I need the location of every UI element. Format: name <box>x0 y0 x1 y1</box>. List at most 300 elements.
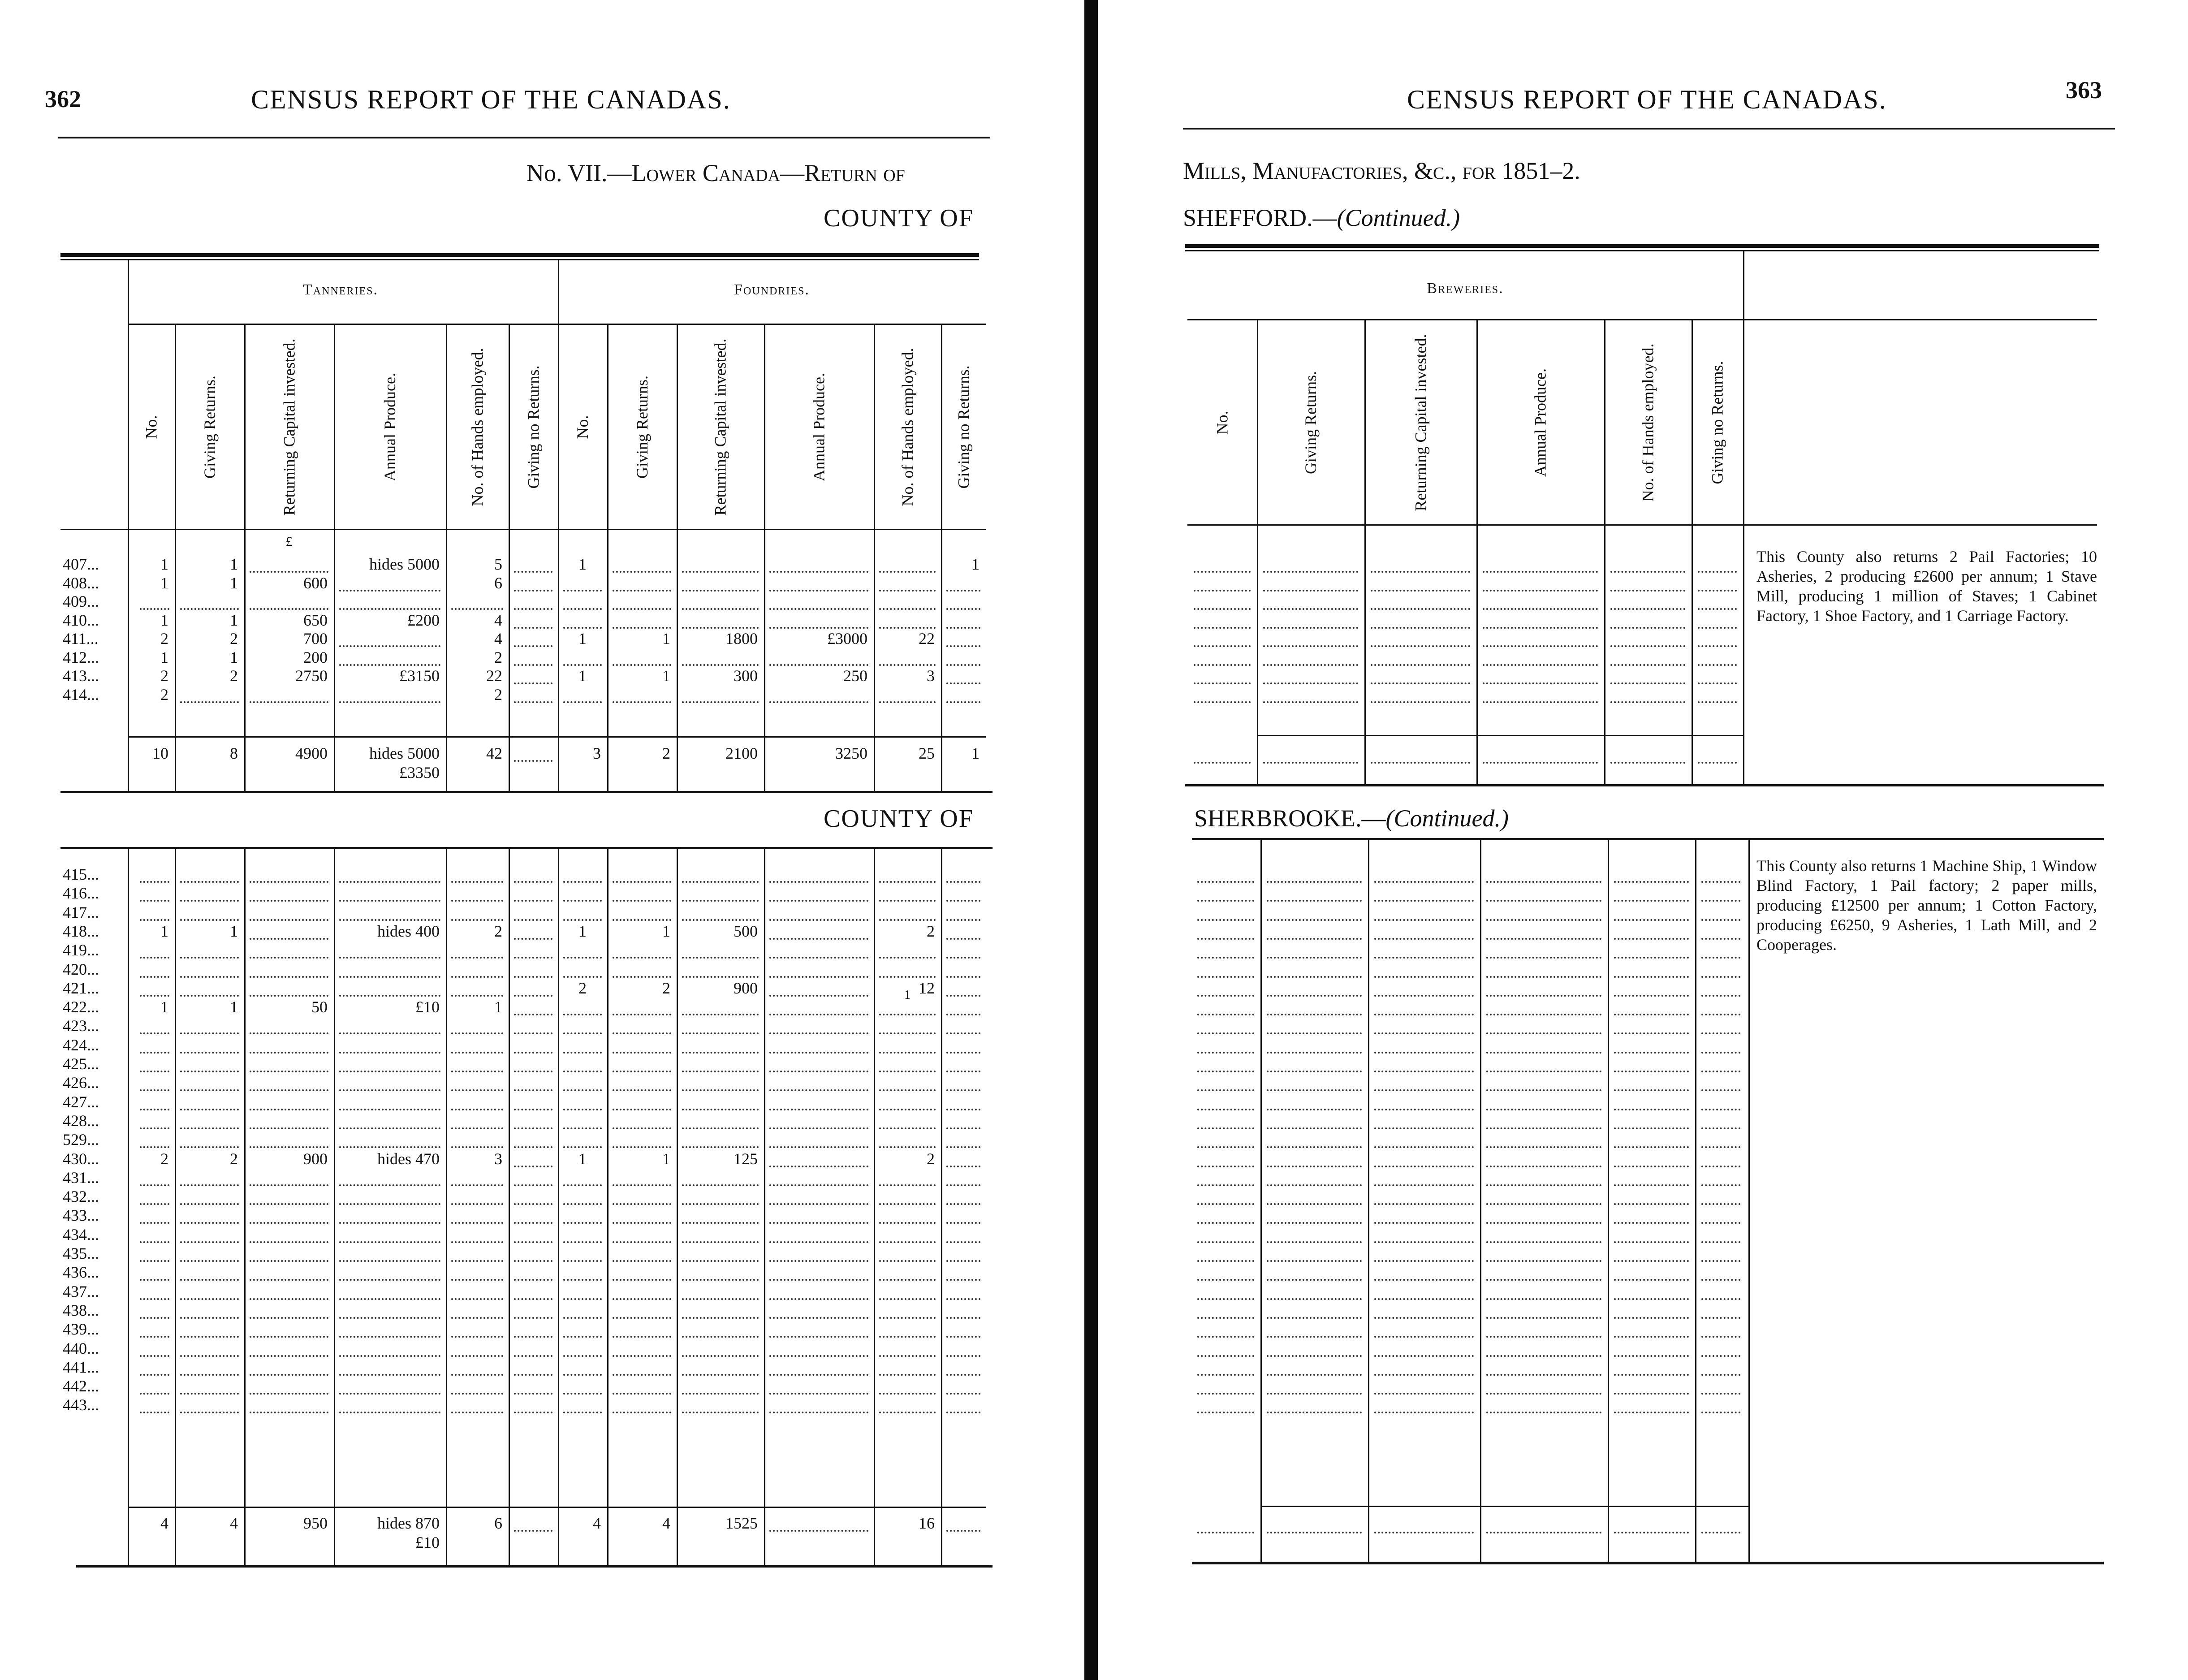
leader-dots <box>180 976 239 978</box>
leader-dots <box>563 1146 602 1148</box>
data-cell: 1800 <box>725 630 758 648</box>
leader-dots <box>563 1374 602 1376</box>
group-header-breweries: Breweries. <box>1427 280 1504 297</box>
leader-dots <box>1267 1127 1362 1129</box>
leader-dots <box>339 1052 440 1054</box>
leader-dots <box>1698 762 1737 764</box>
leader-dots <box>1267 1109 1362 1110</box>
leader-dots <box>1197 1146 1254 1148</box>
leader-dots <box>769 957 868 959</box>
leader-dots <box>180 1146 239 1148</box>
leader-dots <box>1197 1355 1254 1357</box>
leader-dots <box>769 1109 868 1110</box>
leader-dots <box>1486 1014 1601 1015</box>
data-cell: 1 <box>160 555 168 573</box>
leader-dots <box>1701 1355 1740 1357</box>
leader-dots <box>879 1260 936 1262</box>
leader-dots <box>1263 762 1358 764</box>
leader-dots <box>339 1393 440 1395</box>
data-cell: 2 <box>927 922 935 940</box>
leader-dots <box>879 571 936 573</box>
leader-dots <box>1701 995 1740 997</box>
column-rule <box>607 849 608 1566</box>
column-header-label: Annual Produce. <box>381 372 399 481</box>
leader-dots <box>180 919 239 921</box>
leader-dots <box>1486 1279 1601 1281</box>
data-cell: 3 <box>494 1149 502 1168</box>
leader-dots <box>250 976 328 978</box>
leader-dots <box>514 1260 552 1262</box>
leader-dots <box>1267 1203 1362 1205</box>
leader-dots <box>1701 1127 1740 1129</box>
leader-dots <box>769 1014 868 1015</box>
leader-dots <box>180 1355 239 1357</box>
leader-dots <box>250 957 328 959</box>
leader-dots <box>879 1089 936 1091</box>
leader-dots <box>946 1071 980 1072</box>
leader-dots <box>180 1109 239 1110</box>
note-column-rule <box>1748 840 1750 1562</box>
leader-dots <box>250 1260 328 1262</box>
leader-dots <box>682 1374 759 1376</box>
leader-dots <box>563 1412 602 1413</box>
leader-dots <box>1486 1412 1601 1413</box>
leader-dots <box>339 957 440 959</box>
column-rule <box>874 325 875 791</box>
leader-dots <box>1701 1412 1740 1413</box>
leader-dots <box>1486 1532 1601 1533</box>
column-rule <box>1695 840 1696 1562</box>
leader-dots <box>140 995 169 997</box>
leader-dots <box>1701 938 1740 940</box>
header-rule-right <box>1183 128 2115 130</box>
row-number: 410... <box>63 611 99 629</box>
row-number: 529... <box>63 1131 99 1149</box>
data-cell: 1 <box>230 611 238 629</box>
leader-dots <box>1267 957 1362 959</box>
leader-dots <box>1194 701 1251 703</box>
data-cell: 900 <box>303 1149 328 1168</box>
leader-dots <box>451 1222 503 1224</box>
data-cell: 2 <box>160 630 168 648</box>
leader-dots <box>1483 701 1598 703</box>
leader-dots <box>1267 1146 1362 1148</box>
leader-dots <box>1701 1279 1740 1281</box>
leader-dots <box>682 590 759 592</box>
leader-dots <box>180 1222 239 1224</box>
leader-dots <box>682 608 759 610</box>
leader-dots <box>946 645 980 647</box>
leader-dots <box>1610 590 1685 592</box>
leader-dots <box>769 1336 868 1338</box>
leader-dots <box>946 900 980 902</box>
county-shefford <box>1183 204 1460 232</box>
leader-dots <box>879 627 936 629</box>
leader-dots <box>1267 938 1362 940</box>
data-cell: 500 <box>734 922 758 940</box>
leader-dots <box>1614 1355 1689 1357</box>
total-cell: 950 <box>303 1514 328 1532</box>
leader-dots <box>451 919 503 921</box>
leader-dots <box>1486 1032 1601 1034</box>
leader-dots <box>1698 627 1737 629</box>
leader-dots <box>250 1146 328 1148</box>
column-rule <box>175 849 176 1566</box>
leader-dots <box>451 1260 503 1262</box>
leader-dots <box>879 881 936 883</box>
leader-dots <box>682 627 759 629</box>
leader-dots <box>1610 682 1685 684</box>
leader-dots <box>1614 1166 1689 1167</box>
leader-dots <box>1267 1374 1362 1376</box>
leader-dots <box>140 1279 169 1281</box>
data-cell: 1 <box>662 667 670 685</box>
leader-dots <box>180 1127 239 1129</box>
leader-dots <box>563 900 602 902</box>
leader-dots <box>1374 1355 1474 1357</box>
row-number: 432... <box>63 1188 99 1206</box>
leader-dots <box>879 900 936 902</box>
leader-dots <box>1263 571 1358 573</box>
leader-dots <box>613 1222 671 1224</box>
leader-dots <box>140 1203 169 1205</box>
leader-dots <box>682 571 759 573</box>
group-header-tanneries: Tanneries. <box>303 281 378 298</box>
leader-dots <box>514 1166 552 1167</box>
leader-dots <box>879 608 936 610</box>
leader-dots <box>879 1203 936 1205</box>
row-number: 417... <box>63 903 99 921</box>
total-cell: 6 <box>494 1514 502 1532</box>
leader-dots <box>1197 1336 1254 1338</box>
leader-dots <box>250 1127 328 1129</box>
data-cell: 12 <box>919 979 935 997</box>
section2-bottom-rule-right <box>1192 1562 2104 1564</box>
leader-dots <box>563 1089 602 1091</box>
leader-dots <box>946 1109 980 1110</box>
leader-dots <box>613 1071 671 1072</box>
leader-dots <box>1374 1241 1474 1243</box>
leader-dots <box>1371 645 1470 647</box>
leader-dots <box>1698 664 1737 666</box>
leader-dots <box>1374 1184 1474 1186</box>
total-rule-top <box>128 736 986 738</box>
leader-dots <box>1267 919 1362 921</box>
row-number: 440... <box>63 1339 99 1357</box>
row-number: 428... <box>63 1111 99 1130</box>
row-number: 411... <box>63 630 99 648</box>
leader-dots <box>180 1374 239 1376</box>
leader-dots <box>339 1032 440 1034</box>
leader-dots <box>946 1279 980 1281</box>
data-cell: 5 <box>494 555 502 573</box>
leader-dots <box>1374 900 1474 902</box>
leader-dots <box>613 571 671 573</box>
total-produce-line2: £3350 <box>399 764 440 782</box>
leader-dots <box>514 1127 552 1129</box>
leader-dots <box>1197 957 1254 959</box>
row-number: 438... <box>63 1301 99 1319</box>
row-number: 424... <box>63 1036 99 1054</box>
leader-dots <box>514 608 552 610</box>
leader-dots <box>769 1052 868 1054</box>
leader-dots <box>613 627 671 629</box>
column-rule <box>509 325 510 791</box>
row-number: 436... <box>63 1263 99 1282</box>
leader-dots <box>1374 1089 1474 1091</box>
leader-dots <box>1701 1184 1740 1186</box>
data-cell: 2 <box>230 1149 238 1168</box>
leader-dots <box>1614 1298 1689 1300</box>
leader-dots <box>1197 881 1254 883</box>
leader-dots <box>613 1298 671 1300</box>
leader-dots <box>1263 627 1358 629</box>
leader-dots <box>451 1393 503 1395</box>
leader-dots <box>339 1203 440 1205</box>
column-rule <box>558 260 559 791</box>
leader-dots <box>1197 919 1254 921</box>
leader-dots <box>769 995 868 997</box>
table-subtitle-right: Mills, Manufactories, &c., for 1851–2. <box>1183 157 1580 184</box>
leader-dots <box>1614 1184 1689 1186</box>
leader-dots <box>339 1071 440 1072</box>
leader-dots <box>180 608 239 610</box>
leader-dots <box>1197 1184 1254 1186</box>
data-cell: 1 <box>160 648 168 666</box>
leader-dots <box>514 1374 552 1376</box>
leader-dots <box>451 1336 503 1338</box>
section1-bottom-rule <box>60 791 993 793</box>
data-cell: 2 <box>494 648 502 666</box>
column-rule <box>764 325 765 791</box>
leader-dots <box>879 919 936 921</box>
leader-dots <box>1374 1166 1474 1167</box>
leader-dots <box>140 900 169 902</box>
leader-dots <box>613 881 671 883</box>
leader-dots <box>1197 938 1254 940</box>
table-top-rule-thin-right <box>1185 250 2099 251</box>
leader-dots <box>682 1071 759 1072</box>
total-cell: 3 <box>593 744 601 762</box>
leader-dots <box>613 1184 671 1186</box>
leader-dots <box>1610 645 1685 647</box>
leader-dots <box>946 1412 980 1413</box>
column-rule <box>446 849 447 1566</box>
leader-dots <box>1486 1260 1601 1262</box>
leader-dots <box>1610 608 1685 610</box>
leader-dots <box>682 1298 759 1300</box>
leader-dots <box>1614 976 1689 978</box>
leader-dots <box>514 976 552 978</box>
leader-dots <box>1194 762 1251 764</box>
column-rule <box>1257 320 1258 784</box>
leader-dots <box>1614 1052 1689 1054</box>
leader-dots <box>1486 1166 1601 1167</box>
leader-dots <box>1374 957 1474 959</box>
leader-dots <box>250 1336 328 1338</box>
leader-dots <box>946 1298 980 1300</box>
leader-dots <box>140 1222 169 1224</box>
leader-dots <box>946 1317 980 1319</box>
leader-dots <box>180 1203 239 1205</box>
leader-dots <box>451 1298 503 1300</box>
leader-dots <box>946 1530 980 1532</box>
leader-dots <box>946 701 980 703</box>
column-header <box>1604 320 1692 524</box>
leader-dots <box>769 1530 868 1532</box>
leader-dots <box>1267 900 1362 902</box>
row-number: 408... <box>63 574 99 592</box>
leader-dots <box>514 1089 552 1091</box>
leader-dots <box>451 1374 503 1376</box>
leader-dots <box>1614 1032 1689 1034</box>
leader-dots <box>1698 590 1737 592</box>
leader-dots <box>613 1032 671 1034</box>
leader-dots <box>140 957 169 959</box>
leader-dots <box>514 995 552 997</box>
leader-dots <box>1486 1393 1601 1395</box>
column-header <box>558 325 607 529</box>
leader-dots <box>1267 1279 1362 1281</box>
leader-dots <box>769 627 868 629</box>
section2-bottom-rule <box>76 1565 993 1568</box>
total-produce-line2-2: £10 <box>415 1533 440 1551</box>
leader-dots <box>563 1127 602 1129</box>
leader-dots <box>1371 701 1470 703</box>
leader-dots <box>1374 1146 1474 1148</box>
leader-dots <box>769 1146 868 1148</box>
leader-dots <box>563 1184 602 1186</box>
total-cell: 1 <box>971 744 980 762</box>
leader-dots <box>1267 1298 1362 1300</box>
leader-dots <box>140 1071 169 1072</box>
leader-dots <box>514 1109 552 1110</box>
column-header <box>874 325 941 529</box>
row-number: 418... <box>63 922 99 940</box>
leader-dots <box>1267 976 1362 978</box>
running-head-right: CENSUS REPORT OF THE CANADAS. <box>1407 85 1887 114</box>
leader-dots <box>1197 1222 1254 1224</box>
leader-dots <box>682 919 759 921</box>
leader-dots <box>140 1336 169 1338</box>
leader-dots <box>250 1184 328 1186</box>
leader-dots <box>180 1412 239 1413</box>
column-header <box>244 325 334 529</box>
leader-dots <box>339 1374 440 1376</box>
leader-dots <box>563 1279 602 1281</box>
leader-dots <box>140 1393 169 1395</box>
leader-dots <box>1197 1374 1254 1376</box>
column-rule <box>677 325 678 791</box>
county-sherbrooke-name: SHERBROOKE.— <box>1194 805 1386 832</box>
leader-dots <box>1486 1052 1601 1054</box>
leader-dots <box>1197 1279 1254 1281</box>
subtitle-prefix: No. VII.— <box>527 160 632 186</box>
leader-dots <box>339 1089 440 1091</box>
leader-dots <box>1614 1014 1689 1015</box>
data-cell: 1 <box>971 555 980 573</box>
leader-dots <box>1701 1052 1740 1054</box>
leader-dots <box>1614 1374 1689 1376</box>
leader-dots <box>180 1260 239 1262</box>
leader-dots <box>563 1298 602 1300</box>
leader-dots <box>1614 919 1689 921</box>
leader-dots <box>769 1412 868 1413</box>
leader-dots <box>563 664 602 666</box>
leader-dots <box>514 1355 552 1357</box>
leader-dots <box>563 1203 602 1205</box>
column-rule <box>1260 840 1262 1562</box>
column-header-label: No. <box>1213 410 1231 434</box>
leader-dots <box>769 1032 868 1034</box>
leader-dots <box>1194 645 1251 647</box>
data-cell: 1 <box>662 630 670 648</box>
leader-dots <box>613 1203 671 1205</box>
leader-dots <box>1486 1089 1601 1091</box>
leader-dots <box>140 1374 169 1376</box>
leader-dots <box>140 1298 169 1300</box>
leader-dots <box>769 1222 868 1224</box>
leader-dots <box>1267 1241 1362 1243</box>
leader-dots <box>1374 1222 1474 1224</box>
leader-dots <box>879 1127 936 1129</box>
leader-dots <box>946 1222 980 1224</box>
leader-dots <box>682 1014 759 1015</box>
leader-dots <box>451 1089 503 1091</box>
leader-dots <box>451 1184 503 1186</box>
data-cell: 1 <box>578 555 587 573</box>
data-cell: 22 <box>486 667 502 685</box>
column-header-label: Giving Returns. <box>1302 371 1320 474</box>
column-header-label: Returning Capital invested. <box>711 338 729 515</box>
leader-dots <box>879 1146 936 1148</box>
leader-dots <box>613 1279 671 1281</box>
leader-dots <box>1701 976 1740 978</box>
leader-dots <box>769 664 868 666</box>
data-cell: 2 <box>494 685 502 704</box>
county-sherbrooke <box>1194 804 1509 832</box>
data-cell: 1 <box>160 611 168 629</box>
hands-fraction-top: 1 <box>904 988 911 1002</box>
leader-dots <box>1486 1374 1601 1376</box>
leader-dots <box>1197 976 1254 978</box>
leader-dots <box>613 900 671 902</box>
leader-dots <box>1614 1127 1689 1129</box>
column-rule <box>941 849 942 1566</box>
data-cell: 2 <box>230 630 238 648</box>
leader-dots <box>1374 1279 1474 1281</box>
section1-bottom-rule-right <box>1185 784 2104 786</box>
row-number: 413... <box>63 667 99 685</box>
leader-dots <box>514 1222 552 1224</box>
leader-dots <box>946 976 980 978</box>
leader-dots <box>1374 1260 1474 1262</box>
leader-dots <box>180 1032 239 1034</box>
page-number-right: 363 <box>2066 77 2102 104</box>
data-cell: 2750 <box>295 667 328 685</box>
leader-dots <box>1374 1317 1474 1319</box>
data-cell: 700 <box>303 630 328 648</box>
leader-dots <box>769 1355 868 1357</box>
leader-dots <box>250 701 328 703</box>
row-number: 425... <box>63 1055 99 1073</box>
total-cell: 3250 <box>835 744 867 762</box>
leader-dots <box>514 1336 552 1338</box>
data-cell: 200 <box>303 648 328 666</box>
leader-dots <box>1614 900 1689 902</box>
data-cell: £3150 <box>399 667 440 685</box>
leader-dots <box>563 1260 602 1262</box>
